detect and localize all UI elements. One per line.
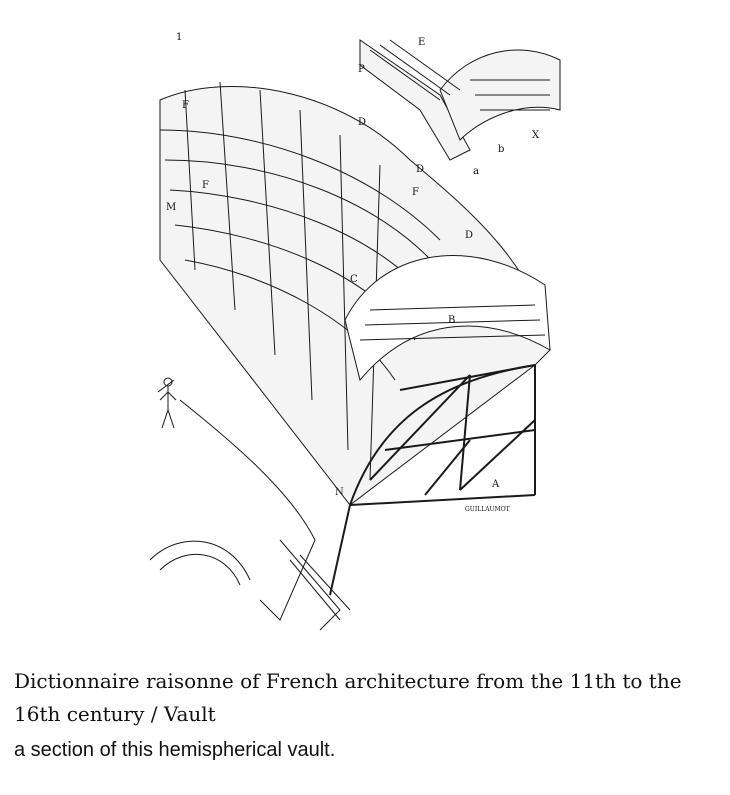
label-c: C	[350, 274, 358, 285]
label-f-1: F	[182, 100, 189, 111]
label-p: P	[358, 64, 365, 75]
label-d-3: D	[465, 230, 474, 241]
label-1: 1	[176, 32, 183, 43]
label-d-2: D	[416, 164, 425, 175]
caption-subtitle: a section of this hemispherical vault.	[14, 739, 336, 761]
label-b-small: b	[498, 144, 505, 155]
label-f-2: F	[202, 180, 209, 191]
label-e: E	[418, 37, 426, 48]
vault-engraving	[140, 20, 580, 645]
label-n: N	[335, 487, 344, 498]
caption-title: Dictionnaire raisonne of French architecture from the 11th to the 16th century / Vault	[14, 669, 682, 726]
label-m: M	[166, 202, 177, 213]
label-d-1: D	[358, 117, 367, 128]
engraver-signature: GUILLAUMOT	[465, 506, 510, 513]
label-a: A	[492, 479, 500, 490]
label-b: B	[448, 315, 456, 326]
label-f-3: F	[412, 187, 419, 198]
label-a-small: a	[473, 166, 479, 177]
worker-figure	[158, 378, 176, 428]
label-x: X	[532, 130, 540, 141]
